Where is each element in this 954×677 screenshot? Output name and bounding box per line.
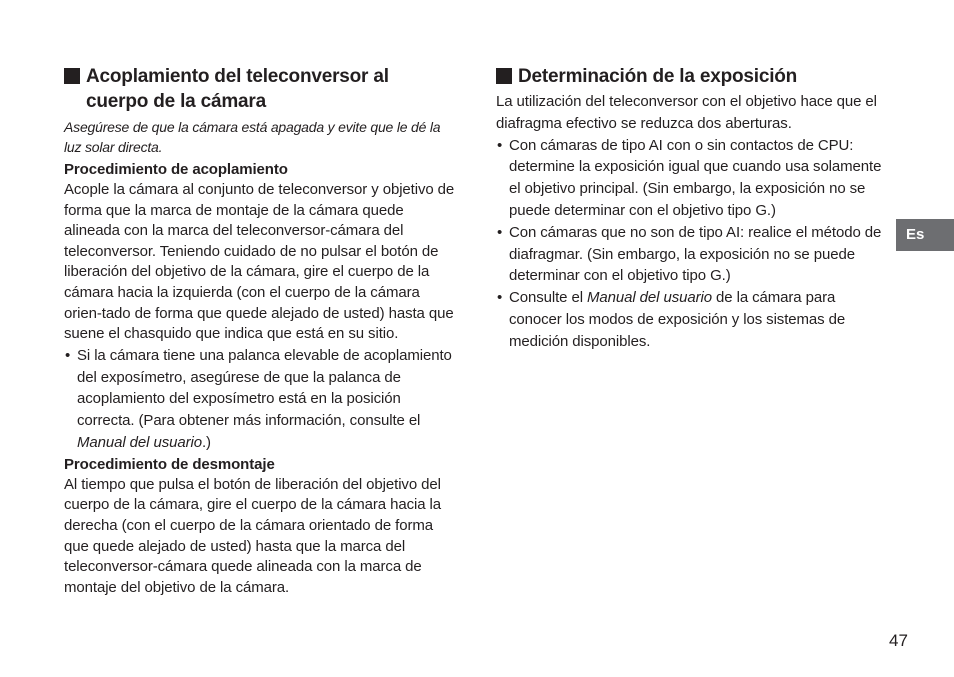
bullet-icon: • [497,136,503,154]
language-tab: Es [896,219,954,251]
heading-line-2: cuerpo de la cámara [86,91,266,112]
manual-reference: Manual del usuario [77,433,202,451]
bullet-text: Consulte el [509,289,588,307]
bullet-icon: • [65,346,71,364]
detach-procedure-text: Al tiempo que pulsa el botón de liberación del objetivo del cuerpo de la cámara, gire el cuerpo de la cámara hacia la derecha (con el cuerpo de la cámara orientado de forma que quede alejado de usted) hasta que la marca del teleconversor-cámara quede alineada con la marca de montaje del objetivo de la cámara. [64,475,442,596]
bullet-text-end: .) [201,433,211,451]
heading-line-1: Acoplamiento del teleconversor al [86,66,389,87]
section-heading-exposure [496,64,888,89]
bullet-icon: • [497,289,503,307]
safety-note: Asegúrese de que la cámara está apagada y evite que le dé la luz solar directa. [64,119,441,155]
right-column [496,64,888,353]
attach-procedure-title: Procedimiento de acoplamiento [64,161,288,178]
list-item [496,222,888,287]
heading-text: Determinación de la exposición [518,66,798,87]
bullet-text: Con cámaras de tipo AI con o sin contactos de CPU: determine la exposición igual que cuando usa solamente el objetivo principal. (Sin embargo, la exposición no se puede determinar con el objetivo tipo G.) [509,136,882,219]
left-column [64,64,458,598]
detach-procedure-title: Procedimiento de desmontaje [64,455,275,473]
manual-reference: Manual del usuario [587,289,712,307]
bullet-icon: • [497,223,503,241]
bullet-text-end: de la cámara para conocer los modos de exposición y los sistemas de medición disponibles. [509,289,846,350]
bullet-text: Con cámaras que no son de tipo AI: realice el método de diafragmar. (Sin embargo, la exposición no se puede determinar con el objetivo tipo G.) [509,223,882,285]
list-item [64,345,458,454]
exposure-bullet-list [496,135,888,353]
heading-square-icon [64,68,80,84]
list-item [496,287,888,352]
heading-square-icon [496,68,512,84]
exposure-intro: La utilización del teleconversor con el objetivo hace que el diafragma efectivo se reduzca dos aberturas. [496,93,877,132]
list-item [496,135,888,222]
section-heading-attachment [64,64,458,114]
attach-bullet-list [64,345,458,454]
bullet-text: Si la cámara tiene una palanca elevable de acoplamiento del exposímetro, asegúrese de que la palanca de acoplamiento del exposímetro está en la posición correcta. (Para obtener más información, consulte el [77,346,452,430]
page-number: 47 [889,631,908,650]
attach-procedure-text: Acople la cámara al conjunto de teleconversor y objetivo de forma que la marca de montaje de la cámara quede alineada con la marca del teleconversor-cámara del teleconversor. Teniendo cuidado de no pulsar el botón de liberación del objetivo de la cámara, gire el cuerpo de la cámara hacia la izquierda (con el cuerpo de la cámara orien-tado de forma que quede alejado de usted) hasta que suene el chasquido que indica que está en su sitio. [64,181,455,343]
